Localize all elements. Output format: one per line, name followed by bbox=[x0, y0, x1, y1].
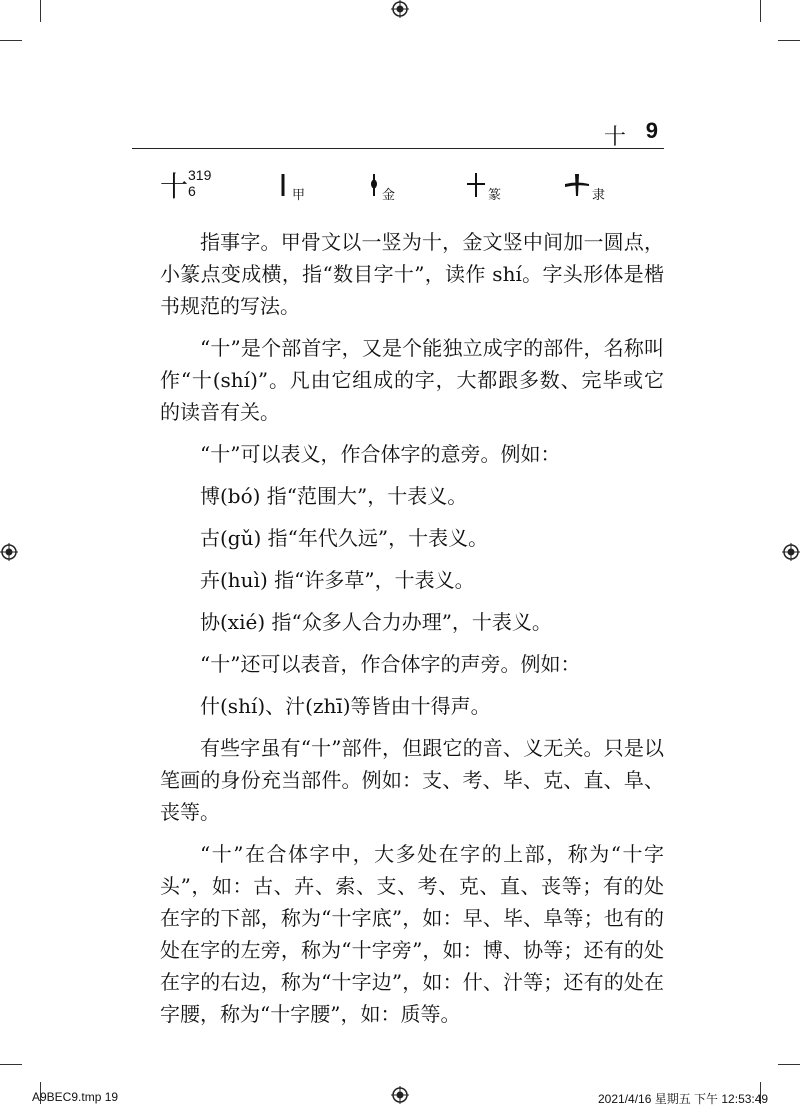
entry-body bbox=[160, 226, 664, 1040]
glyph-form-label: 金 bbox=[382, 188, 396, 203]
entry-stroke-count: 6 bbox=[188, 183, 196, 199]
lishu-shi-glyph-icon bbox=[564, 172, 590, 198]
paragraph-positions: “十”在合体字中，大多处在字的上部，称为“十字头”，如：古、卉、索、支、考、克、直、丧等；有的处在字的下部，称为“十字底”，如：早、毕、阜等；也有的处在字的左旁，称为“十字旁”，如：博、协等；还有的处在字的右边，称为“十字边”，如：什、汁等；还有的处在字腰，称为“十字腰”，如：质等。 bbox=[160, 842, 664, 1026]
print-slug-timestamp: 2021/4/16 星期五 下午 12:53:49 bbox=[598, 1092, 769, 1106]
crop-mark-top-left-h bbox=[0, 40, 22, 41]
glyph-form-label: 隶 bbox=[592, 188, 606, 203]
crop-mark-top-left-v bbox=[40, 0, 41, 22]
glyph-form-label: 篆 bbox=[488, 188, 502, 203]
glyph-form-jinwen bbox=[368, 170, 408, 206]
paragraph-stroke-component: 有些字虽有“十”部件，但跟它的音、义无关。只是以笔画的身份充当部件。例如：支、考、毕、克、直、阜、丧等。 bbox=[160, 736, 664, 824]
example-line: 什(shí)、汁(zhī)等皆由十得声。 bbox=[200, 694, 491, 718]
example-line: 古(gǔ) 指“年代久远”，十表义。 bbox=[200, 526, 489, 550]
crop-mark-bottom-right-h bbox=[778, 1064, 800, 1065]
paragraph-radical: “十”是个部首字，又是个能独立成字的部件，名称叫作“十(shí)”。凡由它组成的字，大都跟多数、完毕或它的读音有关。 bbox=[160, 336, 664, 424]
header-character: 十 bbox=[603, 125, 626, 150]
registration-mark-right-icon bbox=[782, 543, 800, 561]
page-number: 9 bbox=[645, 118, 658, 143]
print-slug-file: A9BEC9.tmp 19 bbox=[32, 1090, 119, 1104]
glyph-form-label: 甲 bbox=[292, 188, 306, 203]
crop-mark-top-right-v bbox=[760, 0, 761, 22]
crop-mark-bottom-left-h bbox=[0, 1064, 22, 1065]
example-line: 卉(huì) 指“许多草”，十表义。 bbox=[200, 568, 475, 592]
jiaguwen-shi-glyph-icon bbox=[278, 172, 288, 198]
glyph-form-lishu bbox=[564, 170, 616, 206]
entry-index-number: 319 bbox=[188, 167, 212, 183]
entry-character: 十 bbox=[160, 170, 189, 203]
glyph-form-zhuanshu bbox=[466, 170, 512, 206]
running-header bbox=[132, 118, 664, 149]
paragraph-origin: 指事字。甲骨文以一竖为十，金文竖中间加一圆点，小篆点变成横，指“数目字十”，读作 shí。字头形体是楷书规范的写法。 bbox=[160, 230, 664, 318]
registration-mark-top-icon bbox=[391, 0, 409, 18]
paragraph-semantic-intro: “十”可以表义，作合体字的意旁。例如： bbox=[200, 442, 561, 466]
jinwen-shi-glyph-icon bbox=[368, 172, 380, 198]
registration-mark-bottom-icon bbox=[391, 1086, 409, 1104]
crop-mark-top-right-h bbox=[778, 40, 800, 41]
paragraph-phonetic-intro: “十”还可以表音，作合体字的声旁。例如： bbox=[200, 652, 581, 676]
example-line: 博(bó) 指“范围大”，十表义。 bbox=[200, 484, 468, 508]
registration-mark-left-icon bbox=[0, 543, 18, 561]
entry-head bbox=[160, 167, 660, 210]
glyph-form-jiaguwen bbox=[278, 170, 318, 206]
zhuanshu-shi-glyph-icon bbox=[466, 172, 486, 198]
example-line: 协(xié) 指“众多人合力办理”，十表义。 bbox=[200, 610, 552, 634]
